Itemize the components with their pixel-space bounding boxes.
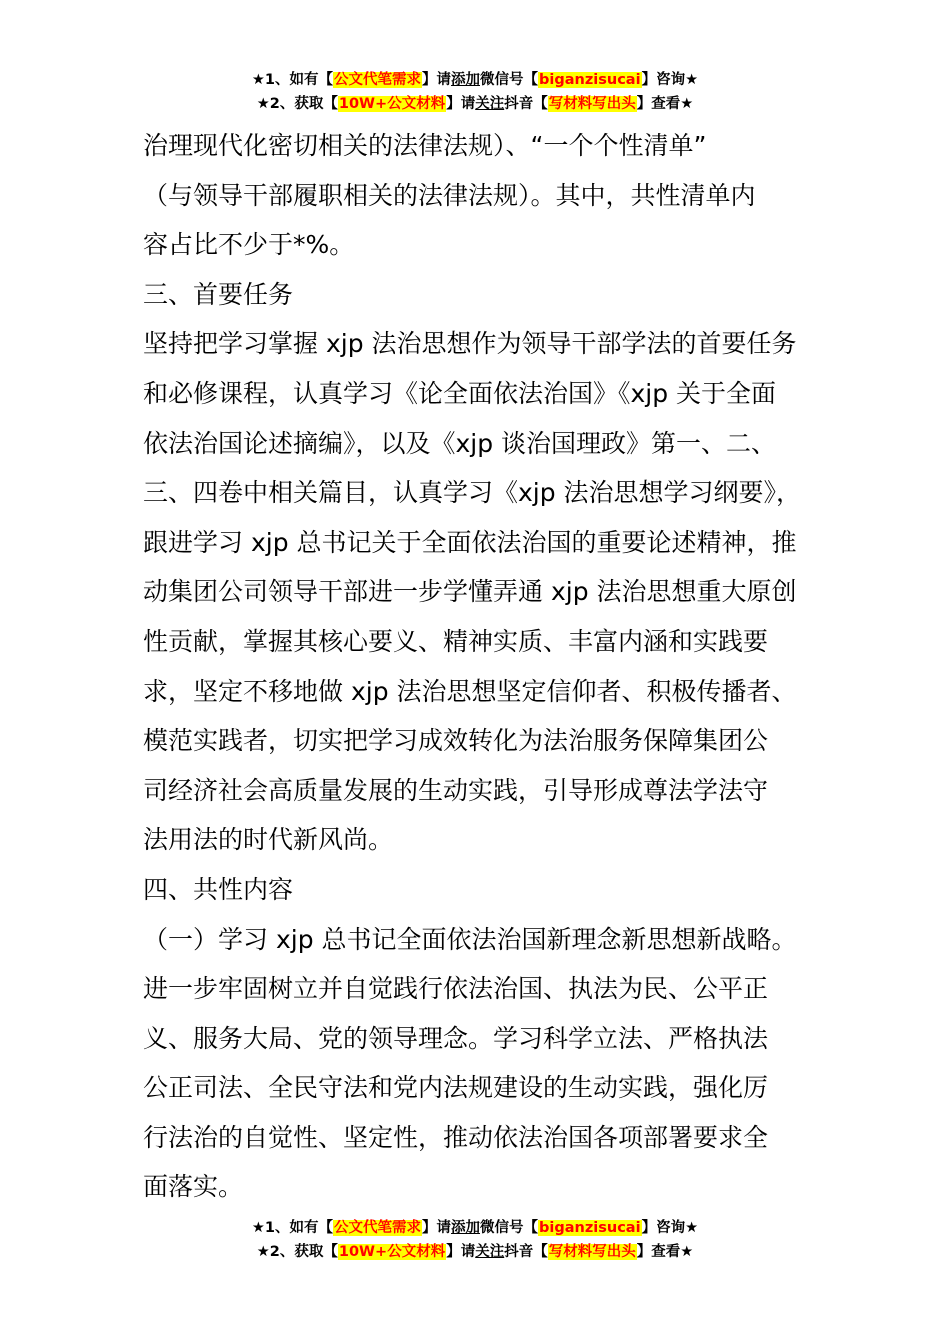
body-line: 模范实践者，切实把学习成效转化为法治服务保障集团公 <box>143 726 769 756</box>
body-line: 三、四卷中相关篇目，认真学习《xjp 法治思想学习纲要》， <box>143 478 802 508</box>
promo-text: 抖音【 <box>504 1244 548 1260</box>
section-heading: 三、首要任务 <box>143 279 294 309</box>
body-line: 面落实。 <box>143 1172 244 1202</box>
body-line: 司经济社会高质量发展的生动实践，引导形成尊法学法守 <box>143 775 769 805</box>
promo-text: ★1、如有【 <box>251 1220 334 1236</box>
body-line: 跟进学习 xjp 总书记关于全面依法治国的重要论述精神，推 <box>143 527 797 557</box>
highlight-wechat-id: biganzisucai <box>539 72 641 88</box>
promo-line-1 <box>0 68 950 92</box>
promo-line-2 <box>0 1240 950 1264</box>
highlight-materials: 10W+公文材料 <box>338 1244 446 1260</box>
body-line: 法用法的时代新风尚。 <box>143 825 394 855</box>
highlight-service: 公文代笔需求 <box>334 1220 422 1236</box>
promo-text: 】查看★ <box>636 1244 694 1260</box>
subsection-heading: （一）学习 xjp 总书记全面依法治国新理念新思想新战略。 <box>143 924 797 954</box>
section-heading: 四、共性内容 <box>143 874 294 904</box>
body-line: 义、服务大局、党的领导理念。学习科学立法、严格执法 <box>143 1023 769 1053</box>
promo-line-2 <box>0 92 950 116</box>
promo-text: 】咨询★ <box>641 72 699 88</box>
underlined-text: 添加 <box>451 72 481 88</box>
body-line: 依法治国论述摘编》，以及《xjp 谈治国理政》第一、二、 <box>143 428 777 458</box>
promo-banner-bottom <box>0 1216 950 1264</box>
promo-line-1 <box>0 1216 950 1240</box>
body-line: （与领导干部履职相关的法律法规）。其中，共性清单内 <box>143 180 756 210</box>
body-line: 性贡献，掌握其核心要义、精神实质、丰富内涵和实践要 <box>143 626 769 656</box>
promo-banner-top <box>0 68 950 116</box>
promo-text: ★2、获取【 <box>256 1244 338 1260</box>
body-line: 容占比不少于*%。 <box>143 230 355 260</box>
highlight-wechat-id: biganzisucai <box>539 1220 641 1236</box>
promo-text: ★2、获取【 <box>256 96 338 112</box>
underlined-text: 关注 <box>475 96 505 112</box>
body-line: 和必修课程，认真学习《论全面依法治国》《xjp 关于全面 <box>143 378 777 408</box>
promo-text: 微信号【 <box>480 72 539 88</box>
promo-text: 】请 <box>446 1244 476 1260</box>
body-line: 治理现代化密切相关的法律法规）、“一个个性清单” <box>143 131 707 160</box>
highlight-materials: 10W+公文材料 <box>338 96 446 112</box>
body-line: 动集团公司领导干部进一步学懂弄通 xjp 法治思想重大原创 <box>143 577 797 607</box>
promo-text: 】查看★ <box>636 96 694 112</box>
promo-text: 】请 <box>422 1220 452 1236</box>
promo-text: 】请 <box>422 72 452 88</box>
highlight-douyin-account: 写材料写出头 <box>548 96 636 112</box>
promo-text: ★1、如有【 <box>251 72 334 88</box>
body-line: 行法治的自觉性、坚定性，推动依法治国各项部署要求全 <box>143 1122 769 1152</box>
highlight-service: 公文代笔需求 <box>334 72 422 88</box>
underlined-text: 关注 <box>475 1244 505 1260</box>
body-line: 公正司法、全民守法和党内法规建设的生动实践，强化厉 <box>143 1073 769 1103</box>
promo-text: 抖音【 <box>504 96 548 112</box>
promo-text: 】咨询★ <box>641 1220 699 1236</box>
promo-text: 】请 <box>446 96 476 112</box>
body-line: 坚持把学习掌握 xjp 法治思想作为领导干部学法的首要任务 <box>143 329 797 359</box>
underlined-text: 添加 <box>451 1220 481 1236</box>
body-line: 进一步牢固树立并自觉践行依法治国、执法为民、公平正 <box>143 974 769 1004</box>
highlight-douyin-account: 写材料写出头 <box>548 1244 636 1260</box>
body-line: 求，坚定不移地做 xjp 法治思想坚定信仰者、积极传播者、 <box>143 676 797 706</box>
promo-text: 微信号【 <box>480 1220 539 1236</box>
document-body <box>143 121 815 1212</box>
